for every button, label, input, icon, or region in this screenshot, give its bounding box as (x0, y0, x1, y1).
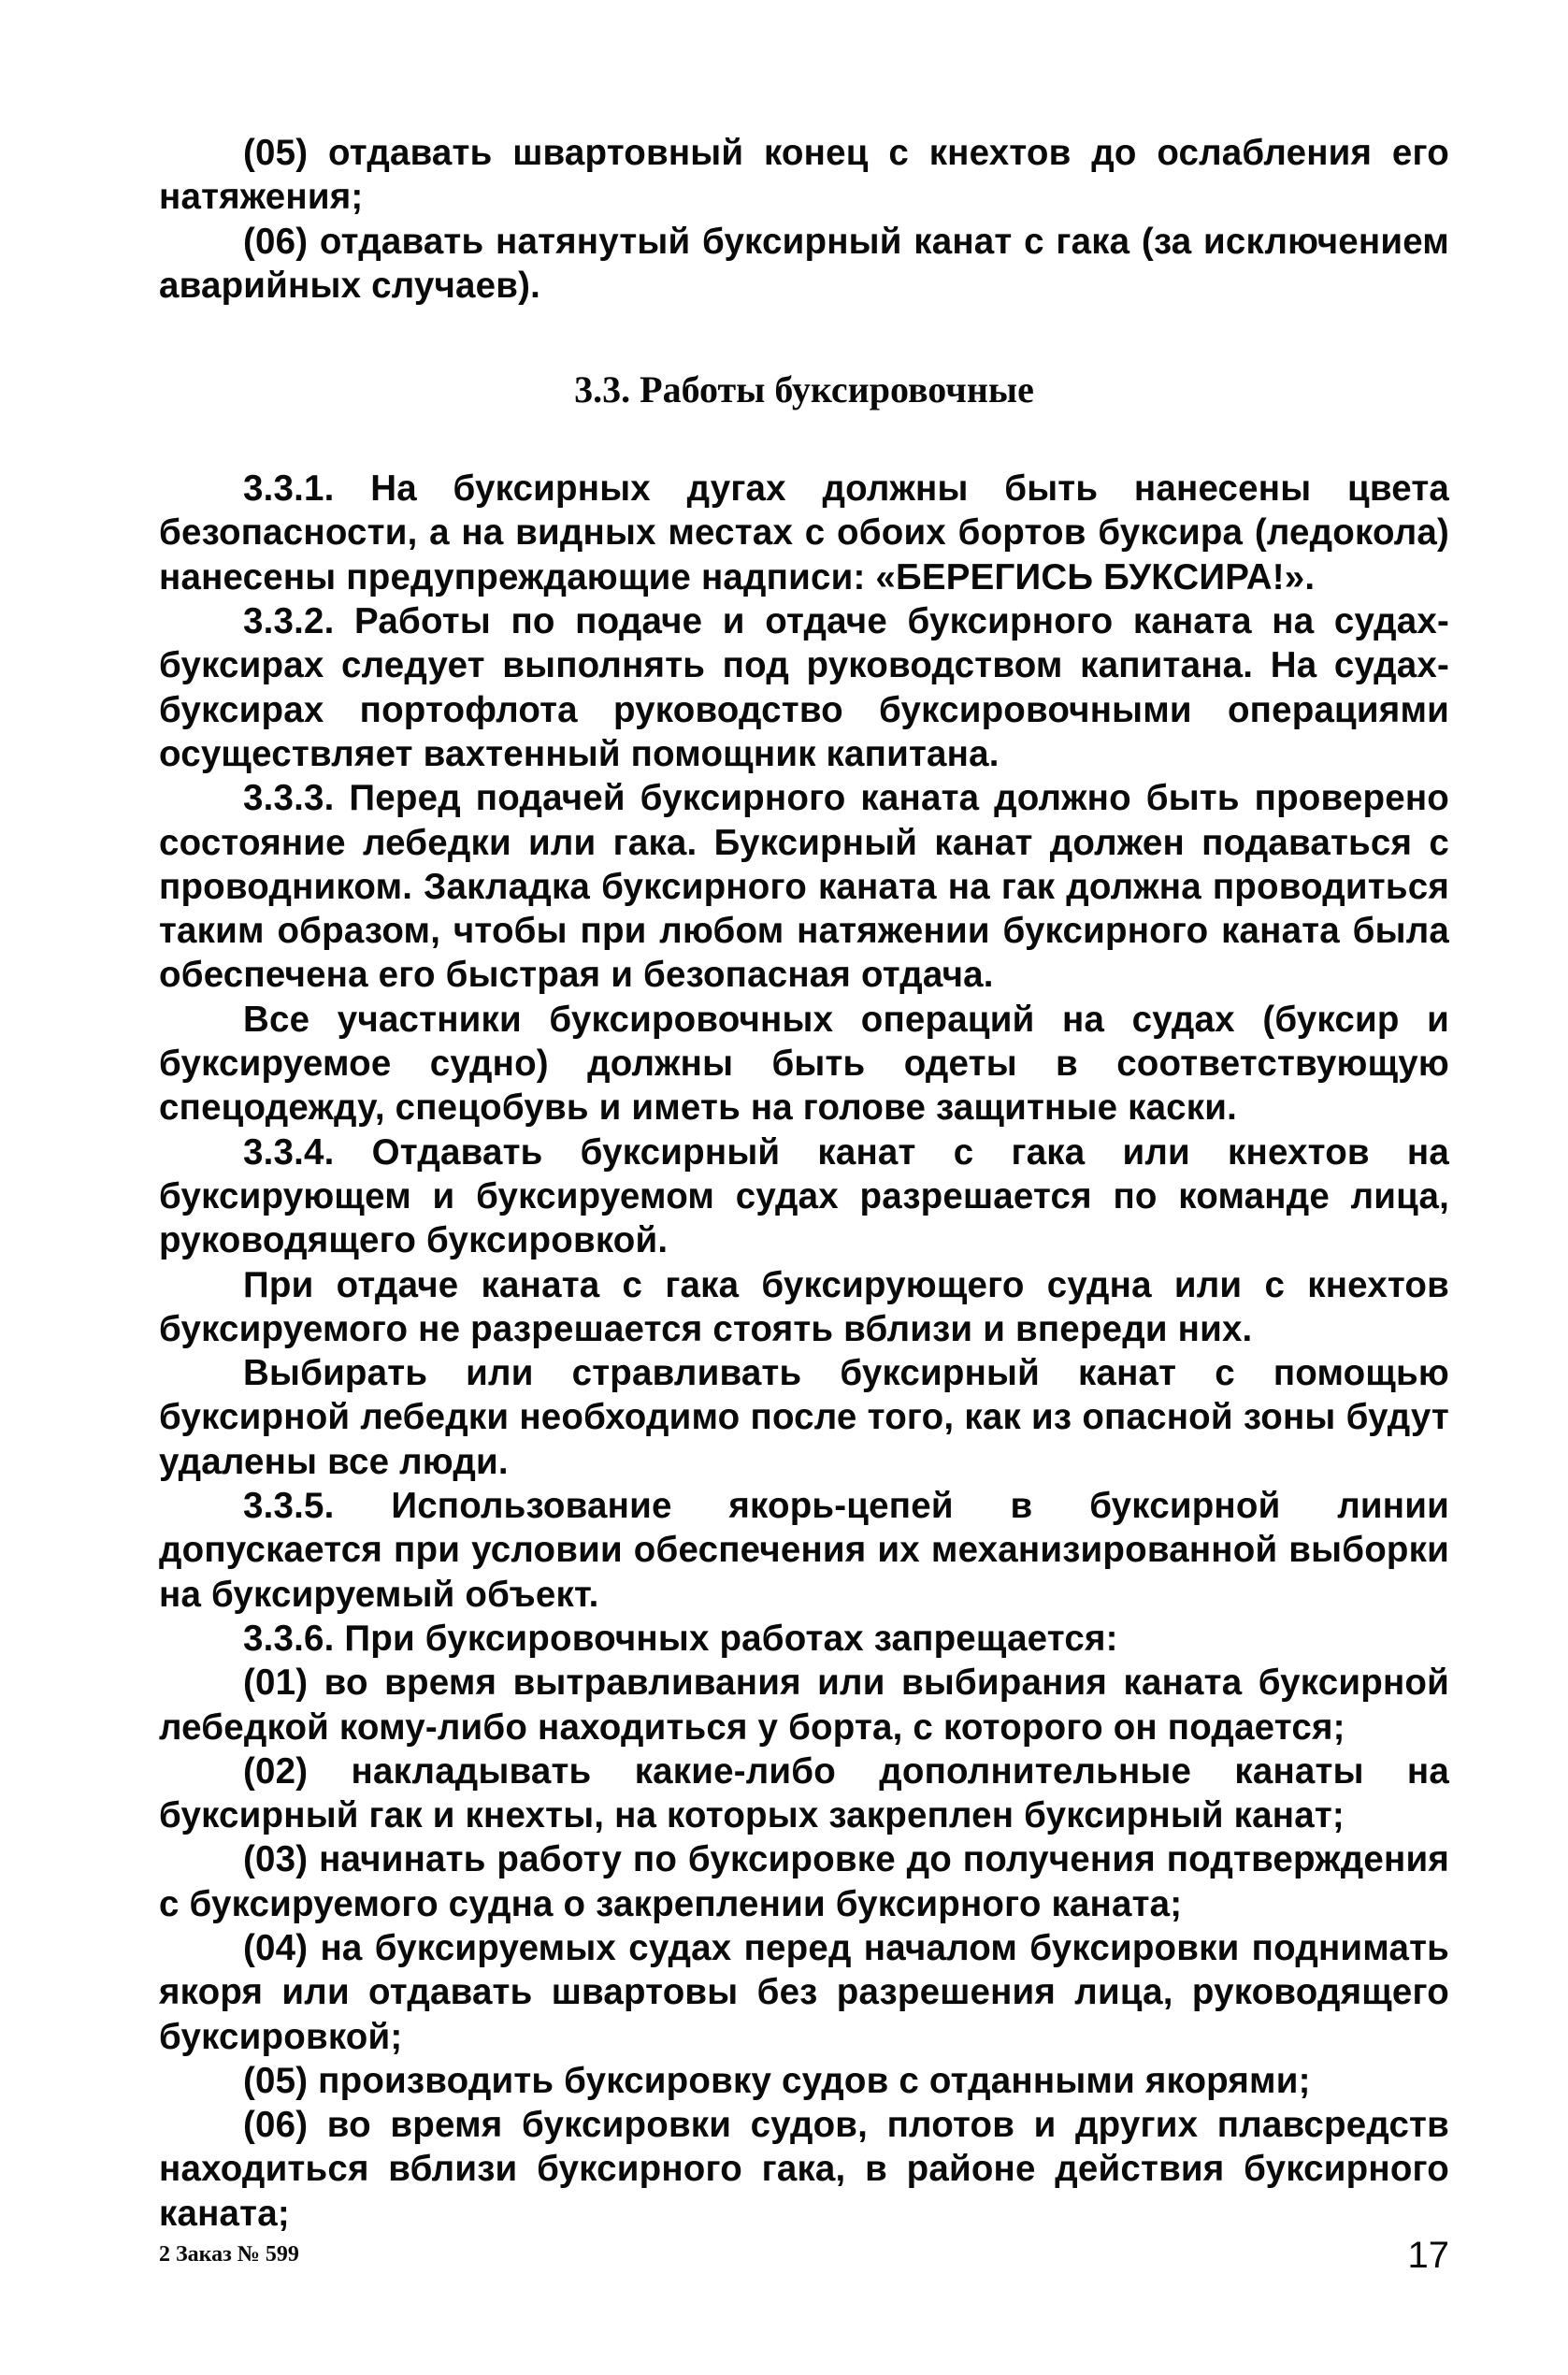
list-item: (02) накладывать какие-либо дополнительные канаты на буксирный гак и кнехты, на которых закреплен буксирный канат; (159, 1750, 1449, 1836)
section-heading: 3.3. Работы буксировочные (574, 368, 1034, 411)
print-order-code: 2 Заказ № 599 (159, 2242, 299, 2267)
list-item: (03) начинать работу по буксировке до получения подтверждения с буксируемого судна о закреплении буксирного каната; (159, 1839, 1449, 1924)
list-item: (01) во время вытравливания или выбирания каната буксирной лебедкой кому-либо находиться у борта, с которого он подается; (159, 1662, 1449, 1748)
paragraph: 3.3.5. Использование якорь-цепей в буксирной линии допускается при условии обеспечения их механизированной выборки на буксируемый объект. (159, 1486, 1449, 1615)
list-item: (04) на буксируемых судах перед началом буксировки поднимать якоря или отдавать швартовы без разрешения лица, руководящего буксировкой; (159, 1927, 1449, 2057)
paragraph: Все участники буксировочных операций на судах (буксир и буксируемое судно) должны быть одеты в соответствующую спецодежду, спецобувь и иметь на голове защитные каски. (159, 999, 1449, 1129)
list-item: (06) во время буксировки судов, плотов и других плавсредств находиться вблизи буксирного гака, в районе действия буксирного каната; (159, 2105, 1449, 2234)
paragraph: 3.3.2. Работы по подаче и отдаче буксирного каната на судах-буксирах следует выполнять под руководством капитана. На судах-буксирах портофлота руководство буксировочными операциями осуществляет вахтенный помощник капитана. (159, 601, 1449, 774)
paragraph: При отдаче каната с гака буксирующего судна или с кнехтов буксируемого не разрешается стоять вблизи и впереди них. (159, 1264, 1449, 1349)
paragraph: 3.3.1. На буксирных дугах должны быть нанесены цвета безопасности, а на видных местах с обоих бортов буксира (ледокола) нанесены предупреждающие надписи: «БЕРЕГИСЬ БУКСИРА!». (159, 468, 1449, 597)
paragraph: Выбирать или стравливать буксирный канат с помощью буксирной лебедки необходимо после того, как из опасной зоны будут удалены все люди. (159, 1353, 1449, 1482)
page-body (159, 131, 1449, 2236)
page-number: 17 (1407, 2235, 1449, 2276)
paragraph: 3.3.6. При буксировочных работах запрещается: (243, 1618, 1118, 1659)
paragraph: 3.3.3. Перед подачей буксирного каната должно быть проверено состояние лебедки или гака. Буксирный канат должен подаваться с проводником. Закладка буксирного каната на гак должна проводиться таким образом, чтобы при любом натяжении буксирного каната была обеспечена его быстрая и безопасная отдача. (159, 778, 1449, 996)
paragraph: 3.3.4. Отдавать буксирный канат с гака или кнехтов на буксирующем и буксируемом судах разрешается по команде лица, руководящего буксировкой. (159, 1131, 1449, 1261)
page-footer (159, 2221, 1449, 2277)
list-item: (05) производить буксировку судов с отданными якорями; (243, 2060, 1311, 2101)
list-item: (06) отдавать натянутый буксирный канат с гака (за исключением аварийных случаев). (159, 221, 1449, 306)
list-item: (05) отдавать швартовный конец с кнехтов до ослабления его натяжения; (159, 133, 1449, 218)
